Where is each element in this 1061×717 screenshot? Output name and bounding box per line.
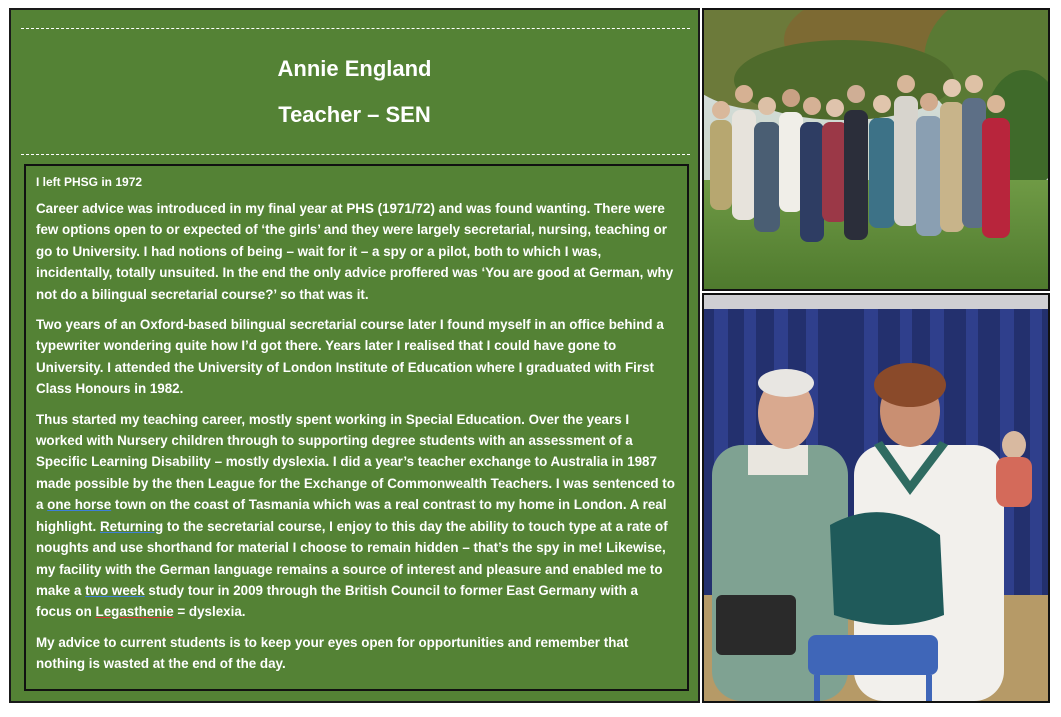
top-dashed-rule: [21, 28, 690, 29]
group-photo-image: [704, 10, 1048, 289]
couple-photo: [702, 293, 1050, 703]
story-p3-part-e: = dyslexia.: [173, 604, 246, 620]
story-paragraph-3: [36, 409, 677, 623]
spellcheck-underline-legasthenie: Legasthenie: [95, 604, 174, 620]
story-p3-part-a: Thus started my teaching career, mostly spent working in Special Education. Over the years I worked with Nursery children through to supporting degree students with an assessment of a Specific Learning Disability – mostly dyslexia. I did a year’s teacher exchange to Australia in 1987 made possible by the then League for the Exchange of Commonwealth Teachers. I was sentenced to a: [36, 411, 675, 513]
bottom-dashed-rule: [21, 154, 690, 155]
story-paragraph-4: My advice to current students is to keep your eyes open for opportunities and remember that nothing is wasted at the end of the day.: [36, 634, 629, 672]
story-paragraph-2: Two years of an Oxford-based bilingual secretarial course later I found myself in an office behind a typewriter wondering quite how I’d got there. Years later I realised that I could have gone to University. I attended the University of London Institute of Education where I graduated with First Class Honours in 1982.: [36, 317, 664, 397]
spellcheck-underline-two-week: two week: [85, 582, 145, 598]
story-p3-part-d: study tour in 2009 through the British Council to former East Germany with a focus on: [36, 582, 638, 620]
profile-role: Teacher – SEN: [278, 102, 431, 127]
story-intro: I left PHSG in 1972: [36, 175, 143, 189]
group-photo: [702, 8, 1050, 291]
profile-panel: [9, 8, 700, 703]
story-p3-part-b: town on the coast of Tasmania which was a real contrast to my home in London. A real highlight.: [36, 497, 667, 534]
story-paragraph-1: Career advice was introduced in my final year at PHS (1971/72) and was found wanting. There were few options open to or expected of ‘the girls’ and they were largely secretarial, nursing, teaching or go to University. I had notions of being – wait for it – a spy or a pilot, both to which I was, incidentally, totally unsuited. In the end the only advice proffered was ‘You are good at German, why not do a bilingual secretarial course?’ so that was it.: [36, 201, 674, 302]
profile-name: Annie England: [277, 56, 432, 81]
spellcheck-underline-one-horse: one horse: [47, 497, 112, 513]
story-p3-part-c: to the secretarial course, I enjoy to this day the ability to touch type at a rate of noughts and use shorthand for material I choose to remain hidden – that’s the spy in me! Likewise, my facility with the German language remains a source of interest and pleasure and enabled me to make a: [36, 518, 668, 598]
couple-photo-image: [704, 295, 1048, 701]
spellcheck-underline-returning: Returning: [99, 518, 164, 534]
story-text-box: [24, 164, 689, 691]
